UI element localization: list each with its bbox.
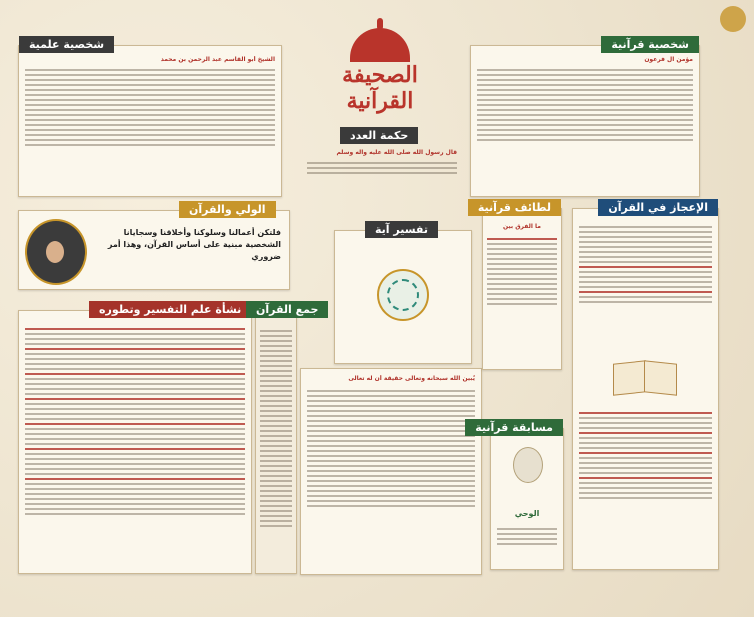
wisdom-body xyxy=(307,159,457,177)
ijaz-panel xyxy=(572,201,719,570)
tafsir-ayah-intro-wrap xyxy=(307,375,475,383)
tafsir-ayah-body xyxy=(307,387,475,510)
tafsir-ayah-panel xyxy=(334,223,472,364)
open-book-icon xyxy=(613,354,677,398)
contest-body xyxy=(497,525,557,548)
lataif-panel xyxy=(477,201,562,370)
wali-header: الولي والقرآن xyxy=(179,201,276,218)
masthead-title: الصحيفة القرآنية xyxy=(342,62,418,114)
pencil-paper-icon xyxy=(513,447,543,483)
lataif-question: ما الفرق بين xyxy=(503,223,541,230)
contest-word: الوحي xyxy=(514,509,540,518)
jam-body xyxy=(260,327,292,530)
tafsir-history-panel xyxy=(18,303,252,574)
scholar-body xyxy=(25,66,275,149)
tafsir-ayah-text-panel xyxy=(300,368,482,575)
scholar-header: شخصية علمية xyxy=(19,36,114,53)
quranic-figure-subtitle-wrap xyxy=(477,56,693,64)
quranic-figure-panel xyxy=(470,38,700,197)
scholar-intro xyxy=(25,56,275,64)
jam-panel xyxy=(255,303,319,574)
tafsir-history-header: نشأة علم التفسير وتطوره xyxy=(89,301,251,318)
ijaz-header: الإعجاز في القرآن xyxy=(598,199,718,216)
jam-header: جمع القرآن xyxy=(246,301,328,318)
calligraphy-seal-icon xyxy=(377,269,429,321)
quranic-figure-subtitle: مؤمن آل فرعون xyxy=(644,56,693,63)
portrait-face xyxy=(46,241,64,263)
contest-header: مسابقة قرآنية xyxy=(465,419,563,436)
lataif-header: لطائف قرآنية xyxy=(468,199,561,216)
masthead xyxy=(315,28,445,114)
ijaz-body-bottom xyxy=(579,409,712,502)
contest-panel xyxy=(475,421,564,570)
corner-logo-icon xyxy=(720,6,746,32)
tafsir-ayah-header: تفسير آية xyxy=(365,221,438,238)
ijaz-body-top xyxy=(579,223,712,306)
wisdom-panel xyxy=(305,129,460,185)
wali-quote: فلتكن أعمالنا وسلوكنا وأخلاقنا وسجايانا الشخصية مبنية على أساس القرآن، وهذا أمر ضروري xyxy=(107,228,281,261)
portrait-frame xyxy=(25,219,87,285)
tafsir-ayah-intro: يُبين الله سبحانه وتعالى حقيقة أن له تعالى xyxy=(348,375,475,382)
wisdom-header: حكمة العدد xyxy=(340,127,418,144)
quranic-figure-body xyxy=(477,66,693,144)
scholar-intro-text: الشيخ أبو القاسم عبد الرحمن بن محمد xyxy=(160,56,275,63)
quranic-figure-header: شخصية قرآنية xyxy=(601,36,699,53)
tafsir-history-body xyxy=(25,325,245,518)
dome-ornament xyxy=(350,28,410,62)
lataif-question-wrap xyxy=(487,223,557,231)
lataif-body xyxy=(487,235,557,308)
wisdom-quote-wrap xyxy=(307,149,457,157)
wali-panel xyxy=(18,203,290,290)
scholar-panel xyxy=(18,38,282,197)
wisdom-quote: قال رسول الله صلى الله عليه وآله وسلم xyxy=(336,149,457,156)
